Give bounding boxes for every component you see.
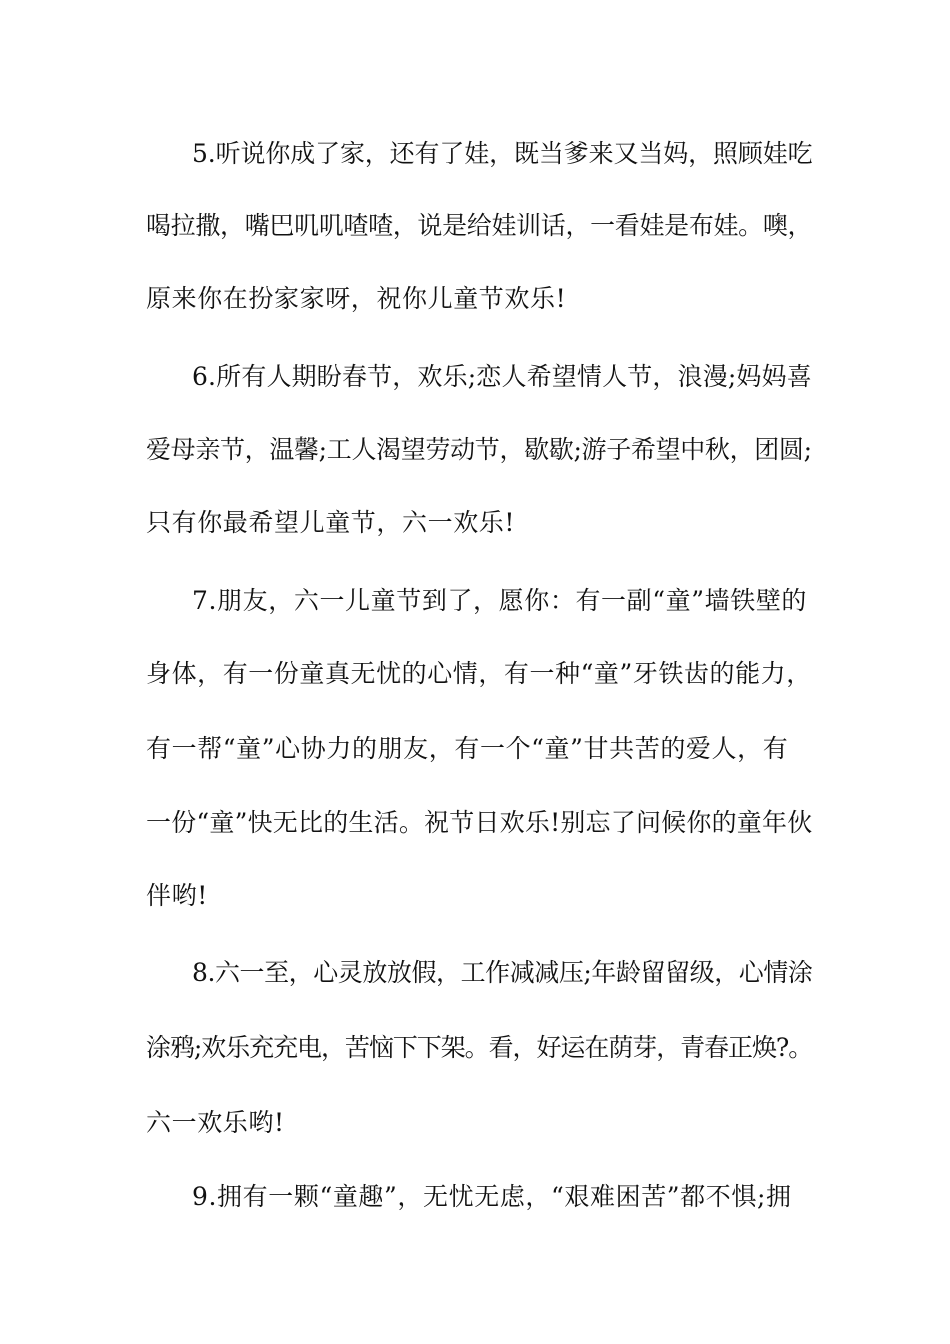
text-line: 9.拥有一颗“童趣”，无忧无虑，“艰难困苦”都不惧;拥: [192, 1182, 792, 1211]
text-line: 7.朋友，六一儿童节到了，愿你：有一副“童”墙铁壁的: [192, 586, 808, 615]
text-line: 身体，有一份童真无忧的心情，有一种“童”牙铁齿的能力，: [146, 659, 812, 688]
text-line: 6.所有人期盼春节，欢乐;恋人希望情人节，浪漫;妈妈喜: [192, 362, 812, 391]
text-line: 爱母亲节，温馨;工人渴望劳动节，歇歇;游子希望中秋，团圆;: [146, 435, 812, 464]
text-line: 原来你在扮家家呀，祝你儿童节欢乐!: [146, 284, 567, 313]
text-line: 喝拉撒，嘴巴叽叽喳喳，说是给娃训话，一看娃是布娃。噢，: [146, 211, 813, 240]
text-line: 伴哟!: [146, 881, 208, 910]
text-line: 5.听说你成了家，还有了娃，既当爹来又当妈，照顾娃吃: [192, 139, 813, 168]
text-line: 8.六一至，心灵放放假，工作减减压;年龄留留级，心情涂: [192, 958, 813, 987]
text-line: 六一欢乐哟!: [146, 1108, 285, 1137]
text-line: 有一帮“童”心协力的朋友，有一个“童”甘共苦的爱人，有: [146, 734, 789, 763]
text-line: 只有你最希望儿童节，六一欢乐!: [146, 508, 516, 537]
text-line: 一份“童”快无比的生活。祝节日欢乐!别忘了问候你的童年伙: [146, 808, 813, 837]
text-line: 涂鸦;欢乐充充电，苦恼下下架。看，好运在荫芽，青春正焕?。: [146, 1033, 813, 1062]
